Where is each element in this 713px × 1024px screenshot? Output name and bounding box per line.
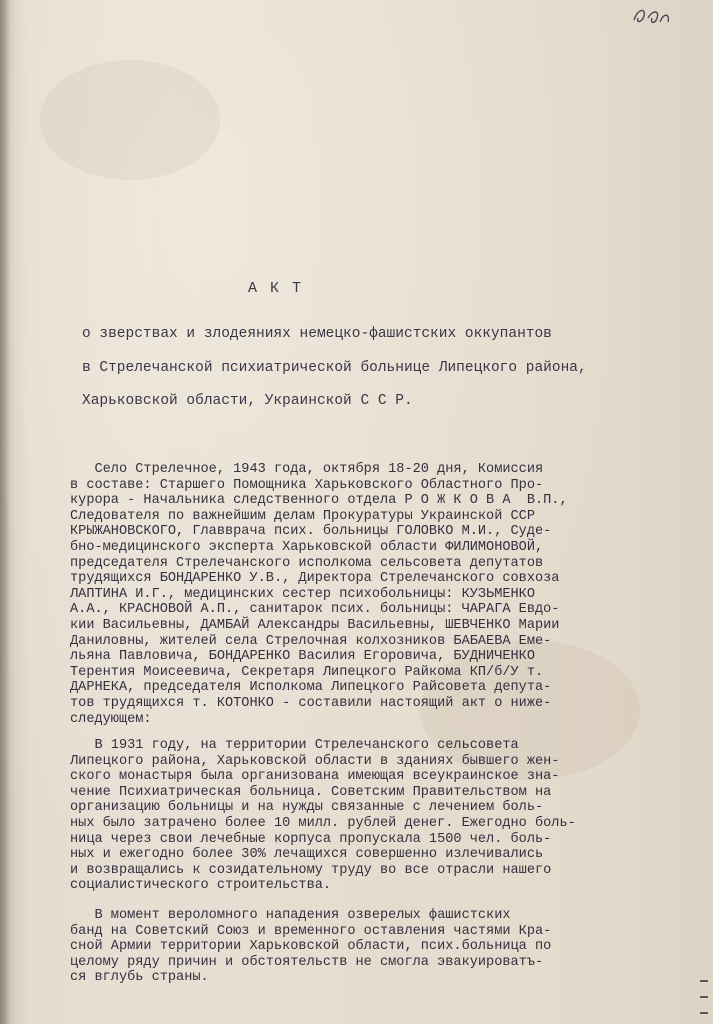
text-line: ЛАПТИНА И.Г., медицинских сестер психобольницы: КУЗЬМЕНКО xyxy=(70,586,535,602)
text-line: Следователя по важнейшим делам Прокуратуры Украинской ССР xyxy=(70,508,535,524)
margin-mark xyxy=(700,1012,708,1014)
margin-mark xyxy=(700,996,708,998)
text-line: В 1931 году, на территории Стрелечанского сельсовета xyxy=(70,738,519,753)
paragraph-commission xyxy=(70,462,568,727)
text-line: чение Психиатрическая больница. Советским Правительством на xyxy=(70,784,552,800)
text-line: ница через свои лечебные корпуса пропускала 1500 чел. боль- xyxy=(70,831,552,847)
text-line: следующем: xyxy=(70,711,152,727)
text-line: бно-медицинского эксперта Харьковской области ФИЛИМОНОВОЙ, xyxy=(70,539,544,555)
text-line: ДАРНЕКА, председателя Исполкома Липецкого Райсовета депута- xyxy=(70,680,552,696)
paragraph-hospital-history xyxy=(70,738,576,894)
heading-line: о зверствах и злодеяниях немецко-фашистских оккупантов xyxy=(82,326,552,342)
text-line: сной Армии территории Харьковской области, псих.больница по xyxy=(70,939,552,955)
text-line: льяна Павловича, БОНДАРЕНКО Василия Егоровича, БУДНИЧЕНКО xyxy=(70,649,535,665)
document-title: А К Т xyxy=(248,280,304,297)
text-line: председателя Стрелечанского исполкома сельсовета депутатов xyxy=(70,555,544,571)
text-line: Село Стрелечное, 1943 года, октября 18-20 дня, Комиссия xyxy=(70,462,544,477)
text-line: и возвращались к созидательному труду во все отрасли нашего xyxy=(70,862,552,878)
text-line: банд на Советский Союз и временного оставления частями Кра- xyxy=(70,923,552,939)
text-line: социалистического строительства. xyxy=(70,878,332,894)
binding-shadow xyxy=(0,0,10,1024)
text-line: А.А., КРАСНОВОЙ А.П., санитарок псих. больницы: ЧАРАГА Евдо- xyxy=(70,602,560,618)
text-line: Липецкого района, Харьковской области в зданиях бывшего жен- xyxy=(70,753,560,769)
text-line: тов трудящихся т. КОТОНКО - составили настоящий акт о ниже- xyxy=(70,695,552,711)
text-line: Терентия Моисеевича, Секретаря Липецкого Райкома КП/б/У т. xyxy=(70,664,544,680)
paragraph-occupation xyxy=(70,908,551,986)
text-line: ных было затрачено более 10 милл. рублей денег. Ежегодно боль- xyxy=(70,815,576,831)
text-line: курора - Начальника следственного отдела Р О Ж К О В А В.П., xyxy=(70,493,568,509)
text-line: организацию больницы и на нужды связанные с лечением боль- xyxy=(70,800,544,816)
handwritten-page-number-icon xyxy=(630,6,674,28)
heading-line: Харьковской области, Украинской С С Р. xyxy=(82,393,413,409)
text-line: Даниловны, жителей села Стрелочная колхозников БАБАЕВА Еме- xyxy=(70,633,552,649)
text-line: ского монастыря была организована имеющая всеукраинское зна- xyxy=(70,769,560,785)
text-line: КРЫЖАНОВСКОГО, Главврача псих. больницы ГОЛОВКО М.И., Суде- xyxy=(70,524,552,540)
text-line: ных и ежегодно более 30% лечащихся совершенно излечивались xyxy=(70,847,544,863)
text-line: целому ряду причин и обстоятельств не смогла эвакуироватъ- xyxy=(70,954,544,970)
heading-line: в Стрелечанской психиатрической больнице Липецкого района, xyxy=(82,360,587,376)
margin-mark xyxy=(700,980,708,982)
text-line: кии Васильевны, ДАМБАЙ Александры Васильевны, ШЕВЧЕНКО Марии xyxy=(70,617,560,633)
text-line: в составе: Старшего Помощника Харьковского Областного Про- xyxy=(70,477,544,493)
paper-stain xyxy=(40,60,220,180)
text-line: ся вглубь страны. xyxy=(70,970,209,986)
text-line: В момент вероломного нападения озверелых фашистских xyxy=(70,908,511,923)
text-line: трудящихся БОНДАРЕНКО У.В., Директора Стрелечанского совхоза xyxy=(70,571,560,587)
